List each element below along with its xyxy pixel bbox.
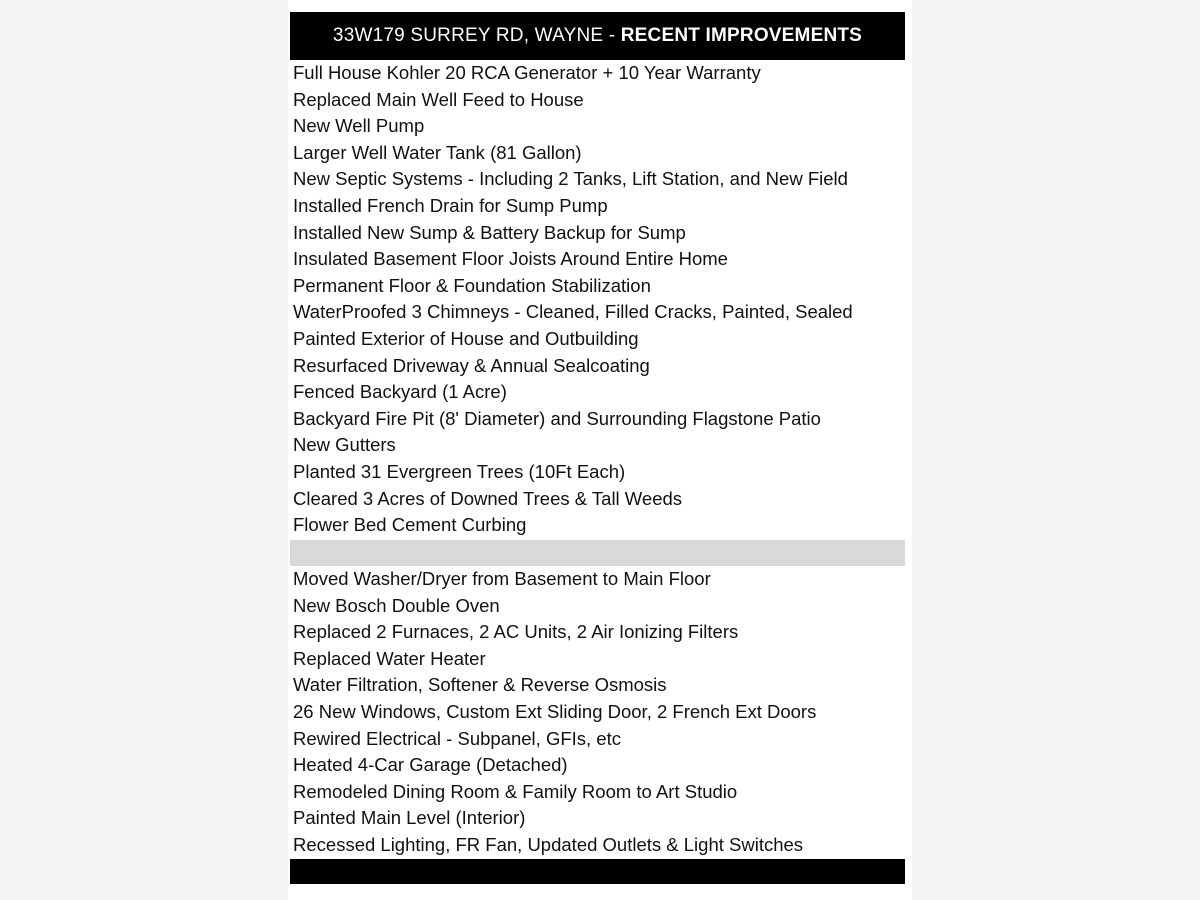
exterior-improvements-list	[293, 60, 905, 539]
footer-bar	[290, 859, 905, 884]
list-item: Backyard Fire Pit (8' Diameter) and Surrounding Flagstone Patio	[293, 407, 821, 429]
list-item: Flower Bed Cement Curbing	[293, 514, 527, 536]
list-item: Larger Well Water Tank (81 Gallon)	[293, 141, 582, 163]
list-item: Full House Kohler 20 RCA Generator + 10 Year Warranty	[293, 62, 761, 83]
list-item: New Bosch Double Oven	[293, 594, 500, 616]
list-item: Moved Washer/Dryer from Basement to Main Floor	[293, 568, 711, 589]
list-item: Installed French Drain for Sump Pump	[293, 194, 608, 216]
list-item: Replaced Main Well Feed to House	[293, 88, 584, 110]
section-divider	[290, 540, 905, 566]
sheet-header	[290, 12, 905, 60]
list-item: Remodeled Dining Room & Family Room to Art Studio	[293, 780, 738, 802]
list-item: Painted Exterior of House and Outbuilding	[293, 327, 639, 349]
list-item: Replaced Water Heater	[293, 647, 486, 669]
list-item: Permanent Floor & Foundation Stabilization	[293, 274, 651, 296]
list-item: Replaced 2 Furnaces, 2 AC Units, 2 Air Ionizing Filters	[293, 621, 739, 643]
list-item: Planted 31 Evergreen Trees (10Ft Each)	[293, 460, 626, 482]
header-address: 33W179 SURREY RD, WAYNE -	[332, 25, 621, 46]
list-item: Water Filtration, Softener & Reverse Osmosis	[293, 674, 667, 696]
list-item: New Gutters	[293, 434, 396, 456]
list-item: Installed New Sump & Battery Backup for Sump	[293, 221, 686, 243]
list-item: Painted Main Level (Interior)	[293, 807, 526, 829]
list-item: Insulated Basement Floor Joists Around Entire Home	[293, 248, 728, 270]
header-title: RECENT IMPROVEMENTS	[620, 25, 863, 46]
interior-improvements-list	[293, 566, 905, 859]
list-item: Resurfaced Driveway & Annual Sealcoating	[293, 354, 650, 376]
list-item: Heated 4-Car Garage (Detached)	[293, 754, 568, 776]
list-item: New Well Pump	[293, 115, 425, 137]
list-item: Fenced Backyard (1 Acre)	[293, 381, 507, 403]
list-item: Rewired Electrical - Subpanel, GFIs, etc	[293, 727, 621, 749]
list-item: 26 New Windows, Custom Ext Sliding Door, 2 French Ext Doors	[293, 700, 817, 722]
improvements-sheet	[288, 0, 912, 900]
list-item: New Septic Systems - Including 2 Tanks, Lift Station, and New Field	[293, 168, 848, 190]
list-item: Recessed Lighting, FR Fan, Updated Outlets & Light Switches	[293, 833, 804, 855]
list-item: WaterProofed 3 Chimneys - Cleaned, Filled Cracks, Painted, Sealed	[293, 301, 853, 323]
list-item: Cleared 3 Acres of Downed Trees & Tall Weeds	[293, 487, 683, 509]
